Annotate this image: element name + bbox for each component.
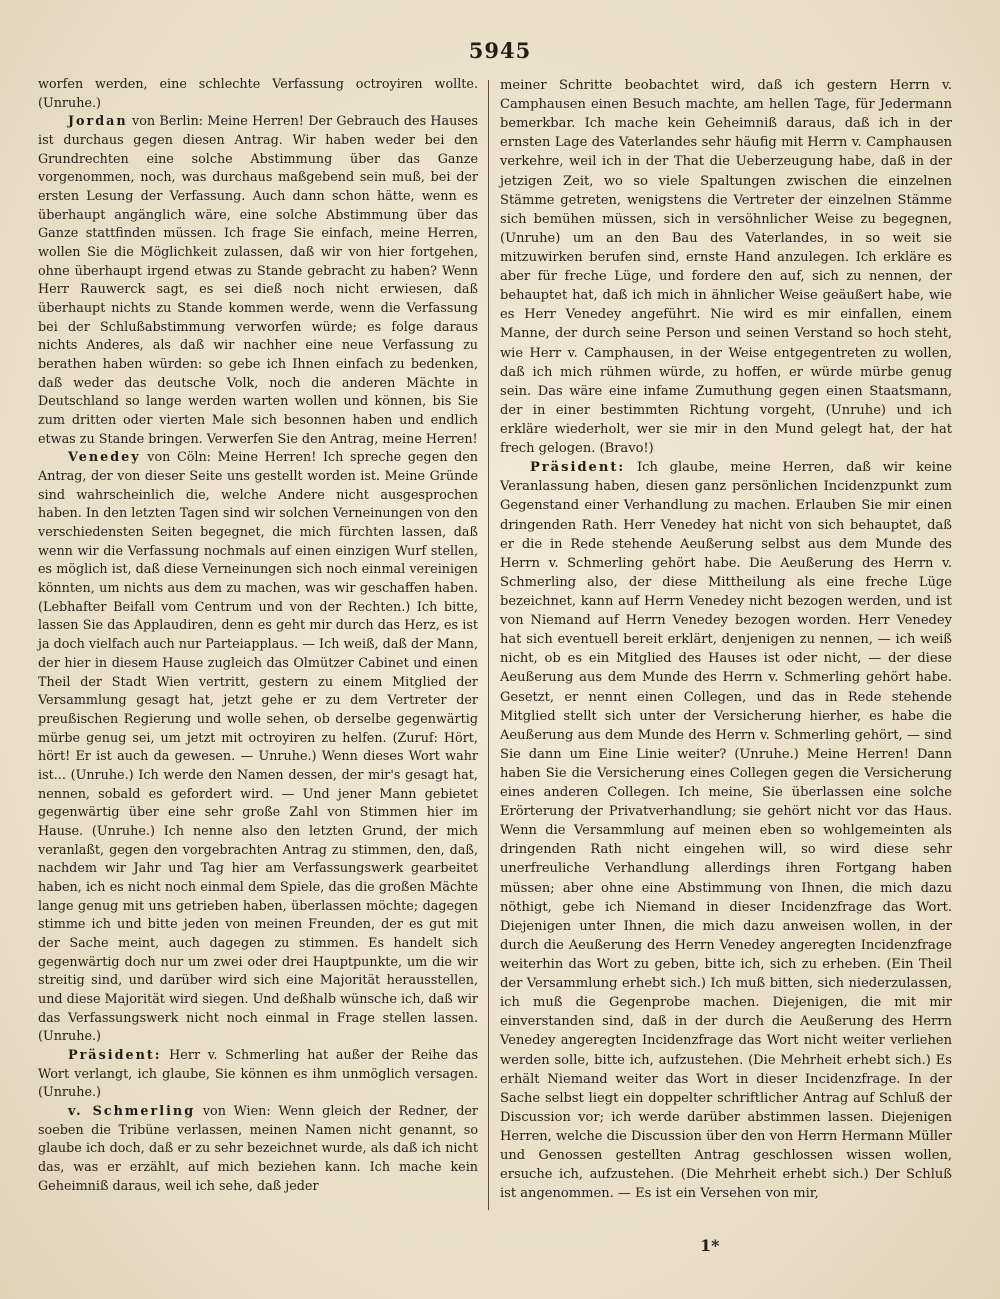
left-column xyxy=(38,76,478,1196)
speaker-name: v. Schmerling xyxy=(68,1103,196,1119)
speaker-name: Präsident: xyxy=(68,1047,162,1063)
page-number: 5945 xyxy=(468,38,532,63)
signature-mark: 1* xyxy=(700,1236,720,1255)
paragraph: meiner Schritte beobachtet wird, daß ich gestern Herrn v. Camphausen einen Besuch machte, am hellen Tage, für Jedermann bemerkbar. Ich mache kein Geheimniß daraus, daß ich in der ernsten Lage des Vaterlandes sehr häufig mit Herrn v. Camphausen verkehre, weil ich in der That die Ueberzeugung habe, daß in der jetzigen Zeit, wo so viele Spaltungen zwischen die einzelnen Stämme getreten, wenigstens die Vertreter der einzelnen Stämme sich bemühen müssen, sich in versöhnlicher Weise zu begegnen, (Unruhe) um an den Bau des Vaterlandes, in so weit sie mitzuwirken berufen sind, ernste Hand anzulegen. Ich erkläre es aber für freche Lüge, und fordere den auf, sich zu nennen, der behauptet hat, daß ich mich in ähnlicher Weise geäußert habe, wie es Herr Venedey angeführt. Nie wird es mir einfallen, einem Manne, der durch seine Person und seinen Verstand so hoch steht, wie Herr v. Camphausen, in der Weise entgegentreten zu wollen, daß ich mich rühmen würde, zu hoffen, er würde mürbe genug sein. Das wäre eine infame Zumuthung gegen einen Staatsmann, der in einer bestimmten Richtung vorgeht, (Unruhe) und ich erkläre wiederholt, wer sie mir in den Mund gelegt hat, der hat frech gelogen. (Bravo!) xyxy=(500,78,952,457)
right-column xyxy=(500,76,952,1203)
column-divider xyxy=(488,80,489,1210)
paragraph: Präsident: Ich glaube, meine Herren, daß wir keine Veranlassung haben, diesen ganz persönlichen Incidenzpunkt zum Gegenstand einer Verhandlung zu machen. Erlauben Sie mir einen dringenden Rath. Herr Venedey hat nicht von sich behauptet, daß er die in Rede stehende Aeußerung selbst aus dem Munde des Herrn v. Schmerling gehört habe. Die Aeußerung des Herrn v. Schmerling also, der diese Mittheilung als eine freche Lüge bezeichnet, kann auf Herrn Venedey nicht bezogen werden, und ist von Niemand auf Herrn Venedey bezogen worden. Herr Venedey hat sich eventuell bereit erklärt, denjenigen zu nennen, — ich weiß nicht, ob es ein Mitglied des Hauses ist oder nicht, — der diese Aeußerung aus dem Munde des Herrn v. Schmerling gehört habe. Gesetzt, er nennt einen Collegen, und das in Rede stehende Mitglied stellt sich unter der Versicherung hierher, es habe die Aeußerung aus dem Munde des Herrn v. Schmerling gehört, — sind Sie dann um Eine Linie weiter? (Unruhe.) Meine Herren! Dann haben Sie die Versicherung eines Collegen gegen die Versicherung eines anderen Collegen. Ich meine, Sie überlassen eine solche Erörterung der Privatverhandlung; sie gehört nicht vor das Haus. Wenn die Versammlung auf meinen eben so wohlgemeinten als dringenden Rath nicht eingehen will, so wird diese sehr unerfreuliche Verhandlung allerdings ihren Fortgang haben müssen; aber ohne eine Abstimmung von Ihnen, die mich dazu nöthigt, gebe ich Niemand in dieser Incidenzfrage das Wort. Diejenigen unter Ihnen, die mich dazu anweisen wollen, in der durch die Aeußerung des Herrn Venedey angeregten Incidenzfrage weiterhin das Wort zu geben, bitte ich, sich zu erheben. (Ein Theil der Versammlung erhebt sich.) Ich muß bitten, sich niederzulassen, ich muß die Gegenprobe machen. Diejenigen, die mit mir einverstanden sind, daß in der durch die Aeußerung des Herrn Venedey angeregten Incidenzfrage das Wort nicht weiter verliehen werden solle, bitte ich, aufzustehen. (Die Mehrheit erhebt sich.) Es erhält Niemand weiter das Wort in dieser Incidenzfrage. In der Sache selbst liegt ein doppelter schriftlicher Antrag auf Schluß der Discussion vor; ich werde darüber abstimmen lassen. Diejenigen Herren, welche die Discussion über den von Herrn Hermann Müller und Genossen gestellten Antrag geschlossen wissen wollen, ersuche ich, aufzustehen. (Die Mehrheit erhebt sich.) Der Schluß ist angenommen. — Es ist ein Versehen von mir, xyxy=(500,460,952,1202)
speaker-name: Venedey xyxy=(68,450,141,466)
paragraph: worfen werden, eine schlechte Verfassung octroyiren wollte. (Unruhe.) xyxy=(38,77,478,111)
speaker-name: Jordan xyxy=(68,114,128,130)
paragraph: Jordan von Berlin: Meine Herren! Der Gebrauch des Hauses ist durchaus gegen diesen Antrag. Wir haben weder bei den Grundrechten eine solche Abstimmung über das Ganze vorgenommen, noch, was durchaus maßgebend sein muß, bei der ersten Lesung der Verfassung. Auch dann schon hätte, wenn es überhaupt angänglich wäre, eine solche Abstimmung über das Ganze stattfinden müssen. Ich frage Sie einfach, meine Herren, wollen Sie die Möglichkeit zulassen, daß wir von hier fortgehen, ohne überhaupt irgend etwas zu Stande gebracht zu haben? Wenn Herr Rauwerck sagt, es sei dieß noch nicht erwiesen, daß überhaupt nichts zu Stande kommen werde, wenn die Verfassung bei der Schlußabstimmung verworfen würde; es folge daraus nichts Anderes, als daß wir nachher eine neue Verfassung zu berathen haben würden: so gebe ich Ihnen einfach zu bedenken, daß weder das deutsche Volk, noch die anderen Mächte in Deutschland so lange werden warten wollen und können, bis Sie zum dritten oder vierten Male sich besonnen haben und endlich etwas zu Stande bringen. Verwerfen Sie den Antrag, meine Herren! xyxy=(38,114,478,447)
paragraph: Venedey von Cöln: Meine Herren! Ich spreche gegen den Antrag, der von dieser Seite uns gestellt worden ist. Meine Gründe sind wahrscheinlich die, welche Andere nicht ausgesprochen haben. In den letzten Tagen sind wir solchen Verneinungen von den verschiedensten Seiten begegnet, die mich fürchten lassen, daß wenn wir die Verfassung nochmals auf einen einzigen Wurf stellen, es möglich ist, daß diese Verneinungen sich noch einmal vereinigen könnten, um nichts aus dem zu machen, was wir geschaffen haben. (Lebhafter Beifall vom Centrum und von der Rechten.) Ich bitte, lassen Sie das Applaudiren, denn es geht mir durch das Herz, es ist ja doch vielfach auch nur Parteiapplaus. — Ich weiß, daß der Mann, der hier in diesem Hause zugleich das Olmützer Cabinet und einen Theil der Stadt Wien vertritt, gestern zu einem Mitglied der Versammlung gesagt hat, jetzt gehe er zu dem Vertreter der preußischen Regierung und wolle sehen, ob derselbe gegenwärtig mürbe genug sei, um jetzt mit octroyiren zu helfen. (Zuruf: Hört, hört! Er ist auch da gewesen. — Unruhe.) Wenn dieses Wort wahr ist... (Unruhe.) Ich werde den Namen dessen, der mir's gesagt hat, nennen, sobald es gefordert wird. — Und jener Mann gebietet gegenwärtig über eine sehr große Zahl von Stimmen hier im Hause. (Unruhe.) Ich nenne also den letzten Grund, der mich veranlaßt, gegen den vorgebrachten Antrag zu stimmen, den, daß, nachdem wir Jahr und Tag hier am Verfassungswerk gearbeitet haben, ich es nicht noch einmal dem Spiele, das die großen Mächte lange genug mit uns getrieben haben, überlassen möchte; dagegen stimme ich und bitte jeden von meinen Freunden, der es gut mit der Sache meint, auch dagegen zu stimmen. Es handelt sich gegenwärtig doch nur um zwei oder drei Hauptpunkte, um die wir streitig sind, und darüber wird sich eine Majorität herausstellen, und diese Majorität wird siegen. Und deßhalb wünsche ich, daß wir das Verfassungswerk nicht noch einmal in Frage stellen lassen. (Unruhe.) xyxy=(38,450,478,1045)
paragraph: v. Schmerling von Wien: Wenn gleich der Redner, der soeben die Tribüne verlassen, meinen Namen nicht genannt, so glaube ich doch, daß er zu sehr bezeichnet wurde, als daß ich nicht das, was er erzählt, auf mich beziehen kann. Ich mache kein Geheimniß daraus, weil ich sehe, daß jeder xyxy=(38,1103,479,1194)
paragraph: Präsident: Herr v. Schmerling hat außer der Reihe das Wort verlangt, ich glaube, Sie können es ihm unmöglich versagen. (Unruhe.) xyxy=(38,1047,478,1101)
speaker-name: Präsident: xyxy=(530,460,626,476)
